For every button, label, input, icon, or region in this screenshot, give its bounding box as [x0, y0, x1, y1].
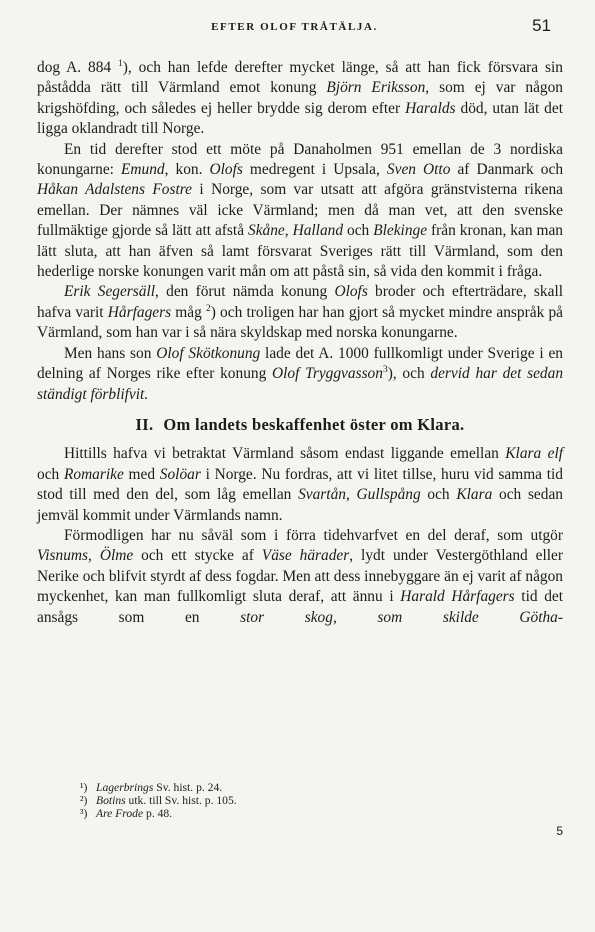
- italic-run: Halland: [292, 222, 344, 240]
- footnotes: [80, 781, 380, 821]
- text-run: ), och han lefde derefter mycket länge, så att han fick försvara sin påstådda rätt till Värmland emot konung: [37, 59, 563, 97]
- text-run: och sedan jemväl kommit under Värmlands namn.: [37, 486, 563, 524]
- italic-run: Olof Tryggvasson: [272, 365, 383, 383]
- italic-run: Håkan Adalstens Fostre: [37, 181, 193, 199]
- footnote-text: p. 48.: [143, 807, 173, 821]
- text-run: Hittills hafva vi betraktat Värmland såsom endast liggande emellan: [64, 445, 506, 463]
- italic-run: Romarike: [63, 465, 124, 483]
- text-run: , som ej var någon krigshöfding, och således ej heller brydde sig derom efter: [37, 79, 563, 117]
- italic-run: Björn Eriksson: [326, 79, 426, 97]
- text-run: broder och efterträdare, skall hafva varit: [37, 283, 564, 321]
- italic-run: Harald Hårfagers: [400, 588, 515, 606]
- footnote-ref: 3: [382, 364, 388, 375]
- text-run: En tid derefter stod ett möte på Danaholmen 951 emellan de 3 nordiska konungarne:: [37, 140, 563, 179]
- section-heading: [37, 415, 563, 435]
- footnote-text: Sv. hist. p. 24.: [153, 781, 223, 794]
- text-run: död, utan lät det ligga oklandradt till Norge.: [37, 99, 563, 138]
- footnote-mark: ¹): [80, 781, 88, 794]
- text-run: och ett stycke af: [133, 547, 262, 565]
- pre-section-paragraphs: [37, 58, 563, 405]
- italic-run: Hårfagers: [107, 303, 172, 321]
- paragraph: [37, 58, 563, 140]
- text-run: ) och troligen har han gjort så mycket mindre anspråk på Värmland, som han var i så nära skyldskap med norska konungarne.: [37, 303, 564, 342]
- text-run: , kon.: [164, 161, 210, 179]
- text-run: ), och: [387, 365, 431, 383]
- italic-run: Haralds: [405, 99, 456, 117]
- italic-run: Erik Segersäll: [64, 283, 156, 301]
- footnote-source: Botins: [96, 794, 126, 808]
- text-run: af Danmark och: [450, 161, 564, 179]
- text-run: Förmodligen har nu såväl som i förra tidehvarfvet en del deraf, som utgör: [64, 526, 563, 544]
- italic-run: Klara elf: [505, 445, 564, 463]
- footnote-source: Lagerbrings: [96, 781, 154, 794]
- text-run: medregent i Upsala,: [242, 161, 387, 179]
- italic-run: Gullspång: [356, 486, 421, 504]
- paragraph: [37, 444, 563, 526]
- footnote-text: utk. till Sv. hist. p. 105.: [125, 794, 237, 808]
- text-run: i Norge, som var utsatt att afgöra gränstvisterna rikena emellan. Der nämnes väl icke Värmland; men då man vet, att den svenske fullmäktige gjorde så lätt att afstå: [37, 181, 563, 240]
- text-run: i Norge. Nu fordras, att vi litet tillse, huru vid samma tid stod till med den del, som låg emellan: [37, 465, 563, 504]
- italic-run: Klara: [456, 486, 493, 504]
- italic-run: Sven Otto: [386, 161, 451, 179]
- italic-run: Emund: [121, 161, 165, 179]
- paragraph: [37, 282, 563, 343]
- footnote-ref: 1: [118, 58, 123, 69]
- footnote: [80, 794, 380, 807]
- text-run: , lydt under Vestergöthland eller Nerike och blifvit styrdt af dess fogdar. Men att dess innebyggare än ej varit af någon myckenhet, kan man fullkomligt sluta deraf, att ännu i: [37, 547, 563, 606]
- italic-run: Olofs: [209, 161, 243, 179]
- text-run: och: [343, 222, 374, 240]
- text-run: dog A. 884: [37, 59, 119, 76]
- text-run: ,: [345, 486, 357, 504]
- post-section-paragraphs: [37, 444, 563, 628]
- text-run: lade det A. 1000 fullkomligt under Sverige i en delning af Norges rike efter konung: [37, 344, 563, 383]
- signature-mark: 5: [556, 824, 563, 838]
- text-run: Men hans son: [64, 344, 157, 362]
- italic-run: Skåne: [248, 222, 285, 240]
- italic-run: dervid har det sedan ständigt förblifvit.: [37, 365, 564, 403]
- paragraph: [37, 344, 563, 405]
- text-run: måg: [171, 303, 206, 321]
- text-run: ,: [88, 547, 100, 565]
- text-run: med: [123, 465, 160, 483]
- text-run: tid det ansågs som en: [37, 588, 563, 626]
- text-run: från kronan, kan man lätt sluta, att han äfven så lamt försvarat Sveriges rätt till Värmland, som den hederlige norske konungen varit mån om att påstå sin, så vida den kommit i fråga.: [37, 222, 563, 281]
- italic-run: Olofs: [334, 283, 368, 301]
- italic-run: Olof Skötkonung: [156, 344, 261, 362]
- text-run: och: [37, 465, 64, 483]
- text-run: och: [420, 486, 457, 504]
- italic-run: stor skog, som skilde Götha-: [240, 608, 564, 626]
- footnote: [80, 781, 380, 794]
- running-head: [38, 14, 551, 38]
- italic-run: Svartån: [298, 486, 346, 504]
- footnote-mark: ²): [80, 794, 88, 808]
- footnote-ref: 2: [205, 303, 211, 314]
- paragraph: [37, 526, 563, 628]
- italic-run: Blekinge: [373, 222, 428, 240]
- body-text: [37, 58, 563, 628]
- italic-run: Visnums: [37, 547, 89, 565]
- text-run: ,: [284, 222, 293, 240]
- italic-run: Ölme: [99, 547, 134, 565]
- section-number: II.: [135, 414, 154, 434]
- italic-run: Solöar: [159, 465, 201, 483]
- section-title: Om landets beskaffenhet öster om Klara.: [163, 414, 465, 434]
- italic-run: Väse härader: [261, 547, 350, 565]
- paragraph: [37, 140, 563, 283]
- footnote: [80, 807, 380, 820]
- page-number: 51: [532, 16, 551, 35]
- running-title: EFTER OLOF TRÅTÄLJA.: [211, 21, 378, 33]
- footnote-source: Are Frode: [96, 807, 144, 821]
- footnote-mark: ³): [80, 807, 88, 821]
- text-run: , den förut nämda konung: [155, 283, 335, 301]
